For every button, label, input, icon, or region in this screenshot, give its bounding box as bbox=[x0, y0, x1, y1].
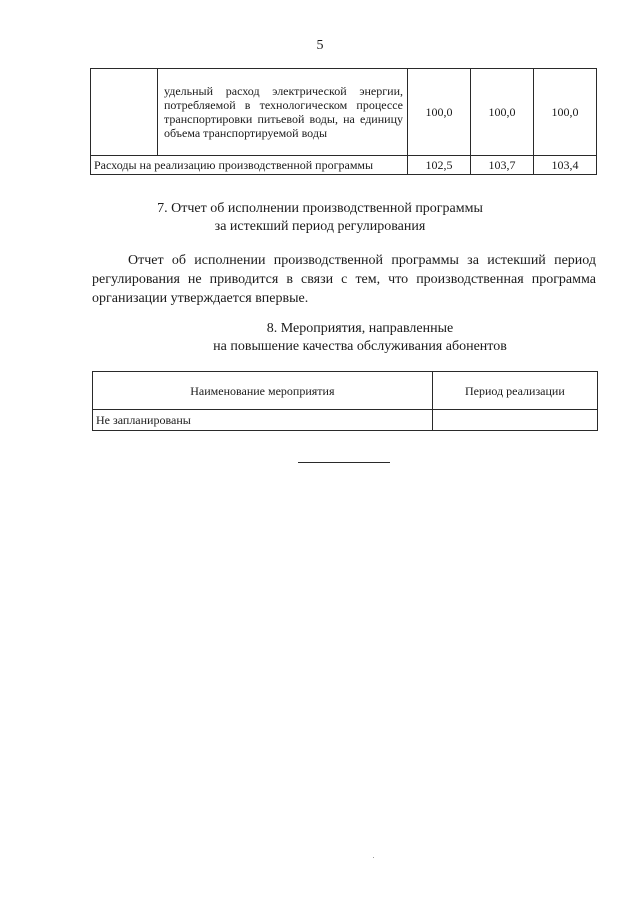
indicator-value: 100,0 bbox=[471, 69, 534, 156]
section-8-heading bbox=[40, 320, 640, 356]
total-value: 102,5 bbox=[408, 156, 471, 175]
section-8-heading-line1: 8. Мероприятия, направленные bbox=[266, 321, 454, 336]
section-7-heading-line2: за истекший период регулирования bbox=[214, 219, 426, 234]
indicator-description: удельный расход электрической энергии, потребляемой в технологическом процессе транспортировки питьевой воды, на единицу объема транспортируемой воды bbox=[158, 69, 408, 156]
table-header-row bbox=[93, 372, 598, 410]
table-row-total bbox=[91, 156, 597, 175]
table-row bbox=[93, 410, 598, 431]
table-cell-empty bbox=[91, 69, 158, 156]
scan-speck bbox=[373, 857, 374, 858]
measure-period-cell bbox=[432, 410, 597, 431]
section-7-paragraph: Отчет об исполнении производственной программы за истекший период регулирования не приводится в связи с тем, что производственная программа организации утверждается впервые. bbox=[92, 253, 596, 306]
table-row bbox=[91, 69, 597, 156]
column-header-period: Период реализации bbox=[432, 372, 597, 410]
total-value: 103,7 bbox=[471, 156, 534, 175]
end-divider-line bbox=[298, 462, 390, 463]
measures-table bbox=[92, 371, 598, 431]
section-8-heading-line2: на повышение качества обслуживания абонентов bbox=[213, 339, 507, 354]
section-7-heading-line1: 7. Отчет об исполнении производственной программы bbox=[157, 201, 483, 216]
column-header-measure-name: Наименование мероприятия bbox=[93, 372, 433, 410]
page-number: 5 bbox=[316, 38, 324, 53]
section-7-heading bbox=[0, 200, 640, 236]
measure-name-cell: Не запланированы bbox=[93, 410, 433, 431]
total-label: Расходы на реализацию производственной программы bbox=[91, 156, 408, 175]
indicator-value: 100,0 bbox=[408, 69, 471, 156]
indicator-value: 100,0 bbox=[534, 69, 597, 156]
total-value: 103,4 bbox=[534, 156, 597, 175]
production-program-table-continuation bbox=[90, 68, 597, 175]
